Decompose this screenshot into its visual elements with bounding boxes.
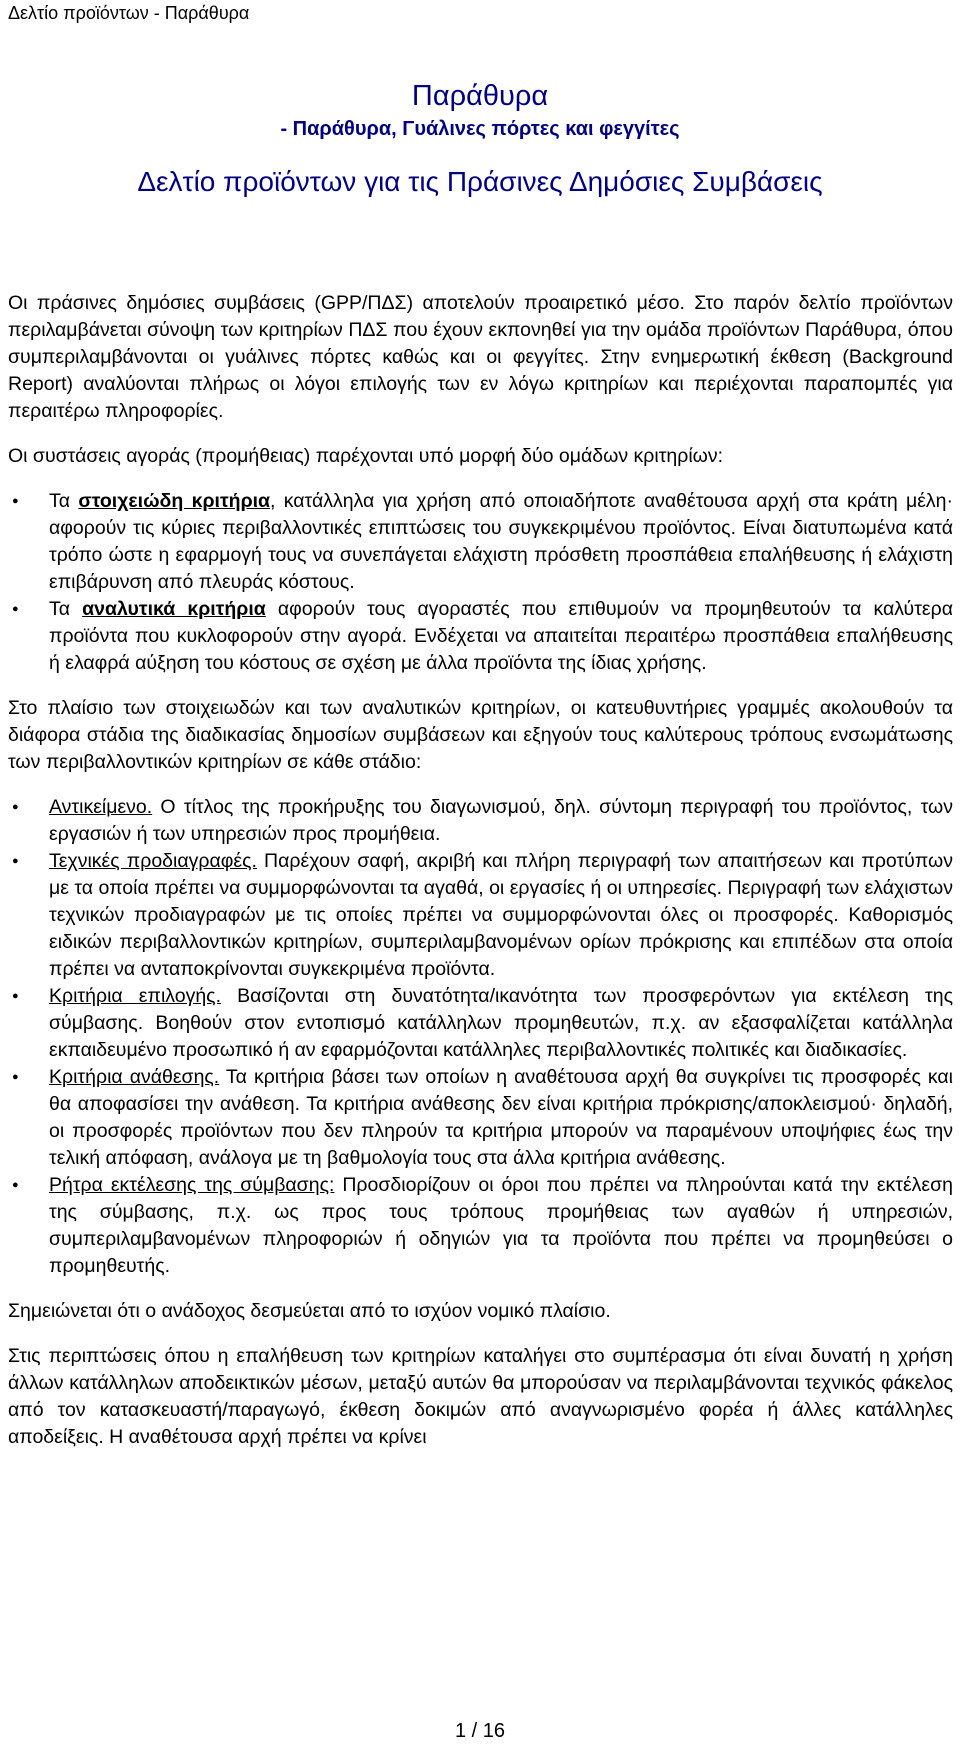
- item-text: αφορούν τους αγοραστές που επιθυμούν να προμηθευτούν τα καλύτερα προϊόντα που κυκλοφορούν στην αγορά. Ενδέχεται να απαιτείται περαιτέρω προσπάθεια επαλήθευσης ή ελαφρά αύξηση του κόστους σε σχέση με άλλα προϊόντα της ίδιας χρήσης.: [49, 598, 953, 674]
- list-item: [8, 1064, 953, 1172]
- list-item: [8, 983, 953, 1064]
- item-text: Τα κριτήρια βάσει των οποίων η αναθέτουσα αρχή θα συγκρίνει τις προσφορές και θα αποφασίσει την ανάθεση. Τα κριτήρια ανάθεσης δεν είναι κριτήρια πρόκρισης/αποκλεισμού· δηλαδή, οι προσφορές προϊόντων που δεν πληρούν τα κριτήρια μπορούν να παραμένουν υποψήφιες έως την τελική απόφαση, ανάλογα με τη βαθμολογία τους στα άλλα κριτήρια ανάθεσης.: [49, 1066, 953, 1169]
- page-subtitle: - Παράθυρα, Γυάλινες πόρτες και φεγγίτες: [280, 118, 680, 140]
- item-lead: Τα: [49, 598, 83, 620]
- item-lead: Τα: [49, 490, 79, 512]
- stage-term: Κριτήρια επιλογής.: [49, 985, 221, 1007]
- stage-term: Τεχνικές προδιαγραφές.: [49, 850, 257, 872]
- item-text: Προσδιορίζουν οι όροι που πρέπει να πληρούνται κατά την εκτέλεση της σύμβασης, π.χ. ως προς τους τρόπους προμήθειας των αγαθών ή υπηρεσιών, συμπεριλαμβανομένων πληροφοριών ή οδηγιών για τα προϊόντα που πρέπει να προμηθεύσει ο προμηθευτής.: [49, 1174, 953, 1277]
- criteria-term: αναλυτικά κριτήρια: [82, 598, 266, 620]
- document-body: [8, 290, 953, 1469]
- closing-paragraph: Στις περιπτώσεις όπου η επαλήθευση των κριτηρίων καταλήγει στο συμπέρασμα ότι είναι δυνατή η χρήση άλλων κατάλληλων αποδεικτικών μέσων, μεταξύ αυτών θα μπορούσαν να περιλαμβάνονται τεχνικός φάκελος από τον κατασκευαστή/παραγωγό, έκθεση δοκιμών από αναγνωρισμένο φορέα ή άλλες κατάλληλες αποδείξεις. Η αναθέτουσα αρχή πρέπει να κρίνει: [8, 1345, 953, 1448]
- item-text: Ο τίτλος της προκήρυξης του διαγωνισμού, δηλ. σύντομη περιγραφή του προϊόντος, των εργασιών ή των υπηρεσιών προς προμήθεια.: [49, 796, 953, 845]
- item-text: , κατάλληλα για χρήση από οποιαδήποτε αναθέτουσα αρχή στα κράτη μέλη· αφορούν τις κύριες περιβαλλοντικές επιπτώσεις του συγκεκριμένου προϊόντος. Είναι διατυπωμένα κατά τρόπο ώστε η εφαρμογή τους να συνεπάγεται ελάχιστη πρόσθετη προσπάθεια επαλήθευσης ή ελάχιστη επιβάρυνση από πλευράς κόστους.: [49, 490, 954, 593]
- criteria-intro-paragraph: Οι συστάσεις αγοράς (προμήθειας) παρέχονται υπό μορφή δύο ομάδων κριτηρίων:: [8, 445, 724, 467]
- list-item: [8, 794, 953, 848]
- list-item: [8, 596, 953, 677]
- main-heading: Δελτίο προϊόντων για τις Πράσινες Δημόσιες Συμβάσεις: [137, 166, 823, 197]
- item-text: Βασίζονται στη δυνατότητα/ικανότητα των προσφερόντων για εκτέλεση της σύμβασης. Βοηθούν στον εντοπισμό κατάλληλων προμηθευτών, π.χ. αν εξασφαλίζεται κατάλληλα εκπαιδευμένο προσωπικό ή αν εφαρμόζονται κατάλληλες περιβαλλοντικές πολιτικές και διαδικασίες.: [49, 985, 953, 1061]
- stage-term: Ρήτρα εκτέλεσης της σύμβασης:: [49, 1174, 335, 1196]
- page-title: Παράθυρα: [411, 80, 549, 112]
- list-item: [8, 1172, 953, 1280]
- intro-paragraph: Οι πράσινες δημόσιες συμβάσεις (GPP/ΠΔΣ) αποτελούν προαιρετικό μέσο. Στο παρόν δελτίο προϊόντων περιλαμβάνεται σύνοψη των κριτηρίων ΠΔΣ που έχουν εκπονηθεί για την ομάδα προϊόντων Παράθυρα, όπου συμπεριλαμβάνονται οι γυάλινες πόρτες καθώς και οι φεγγίτες. Στην ενημερωτική έκθεση (Background Report) αναλύονται πλήρως οι λόγοι επιλογής των εν λόγω κριτηρίων και περιέχονται παραπομπές για περαιτέρω πληροφορίες.: [8, 292, 953, 422]
- item-text: Παρέχουν σαφή, ακριβή και πλήρη περιγραφή των απαιτήσεων και προτύπων με τα οποία πρέπει να συμμορφώνονται τα αγαθά, οι εργασίες ή οι υπηρεσίες. Περιγραφή των ελάχιστων τεχνικών προδιαγραφών με τις οποίες πρέπει να συμμορφώνονται όλες οι προσφορές. Καθορισμός ειδικών περιβαλλοντικών κριτηρίων, συμπεριλαμβανομένων ορίων πρόκρισης και επιπέδων στα οποία πρέπει να ανταποκρίνονται συγκεκριμένα προϊόντα.: [49, 850, 953, 980]
- list-item: [8, 848, 953, 983]
- stage-term: Κριτήρια ανάθεσης.: [49, 1066, 220, 1088]
- stages-intro-paragraph: Στο πλαίσιο των στοιχειωδών και των αναλυτικών κριτηρίων, οι κατευθυντήριες γραμμές ακολουθούν τα διάφορα στάδια της διαδικασίας δημοσίων συμβάσεων και εξηγούν τους καλύτερους τρόπους ενσωμάτωσης των περιβαλλοντικών κριτηρίων σε κάθε στάδιο:: [8, 697, 953, 773]
- list-item: [8, 488, 953, 596]
- criteria-groups-list: [8, 488, 953, 677]
- document-header: Δελτίο προϊόντων - Παράθυρα: [8, 3, 250, 23]
- stage-term: Αντικείμενο.: [49, 796, 153, 818]
- stages-list: [8, 794, 953, 1280]
- criteria-term: στοιχειώδη κριτήρια: [78, 490, 271, 512]
- page-number: 1 / 16: [454, 1720, 506, 1742]
- note-paragraph: Σημειώνεται ότι ο ανάδοχος δεσμεύεται από το ισχύον νομικό πλαίσιο.: [8, 1300, 611, 1322]
